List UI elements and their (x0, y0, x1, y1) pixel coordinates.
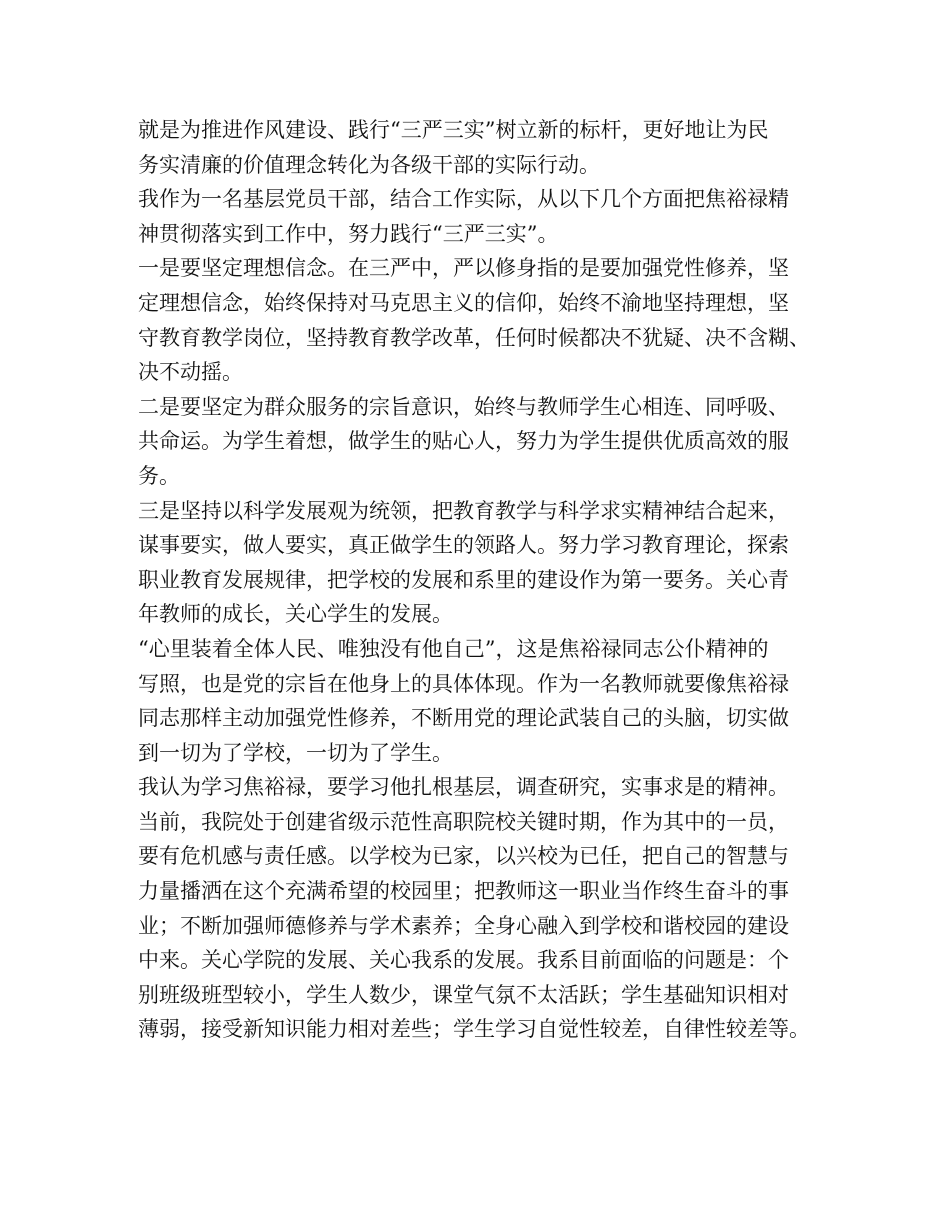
text-line: 定理想信念，始终保持对马克思主义的信仰，始终不渝地坚持理想，坚 (138, 290, 789, 315)
text-line: 神贯彻落实到工作中，努力践行“三严三实”。 (138, 221, 559, 246)
text-line: 要有危机感与责任感。以学校为已家，以兴校为已任，把自己的智慧与 (138, 844, 789, 869)
text-line: 写照，也是党的宗旨在他身上的具体体现。作为一名教师就要像焦裕禄 (138, 671, 789, 696)
text-line: 谋事要实，做人要实，真正做学生的领路人。努力学习教育理论，探索 (138, 533, 789, 558)
text-line: 共命运。为学生着想，做学生的贴心人，努力为学生提供优质高效的服 (138, 429, 789, 454)
text-line: 务。 (138, 463, 180, 488)
text-line: 到一切为了学校，一切为了学生。 (138, 740, 453, 765)
text-line: 我作为一名基层党员干部，结合工作实际，从以下几个方面把焦裕禄精 (138, 187, 789, 212)
body-text (138, 113, 838, 1047)
text-line: 当前，我院处于创建省级示范性高职院校关键时期，作为其中的一员， (138, 809, 789, 834)
text-line: 同志那样主动加强党性修养，不断用党的理论武装自己的头脑，切实做 (138, 706, 789, 731)
text-line: 别班级班型较小，学生人数少，课堂气氛不太活跃；学生基础知识相对 (138, 982, 789, 1007)
text-line: 职业教育发展规律，把学校的发展和系里的建设作为第一要务。关心青 (138, 567, 789, 592)
text-line: 守教育教学岗位，坚持教育教学改革，任何时候都决不犹疑、决不含糊、 (138, 325, 810, 350)
text-line: 年教师的成长，关心学生的发展。 (138, 602, 453, 627)
text-line: 三是坚持以科学发展观为统领，把教育教学与科学求实精神结合起来， (138, 498, 789, 523)
text-line: 业；不断加强师德修养与学术素养；全身心融入到学校和谐校园的建设 (138, 913, 789, 938)
text-line: 我认为学习焦裕禄，要学习他扎根基层，调查研究，实事求是的精神。 (138, 775, 789, 800)
text-line: 就是为推进作风建设、践行“三严三实”树立新的标杆，更好地让为民 (138, 118, 769, 142)
text-line: 力量播洒在这个充满希望的校园里；把教师这一职业当作终生奋斗的事 (138, 879, 789, 904)
text-line: 薄弱，接受新知识能力相对差些；学生学习自觉性较差，自律性较差等。 (138, 1017, 810, 1042)
text-line: “心里装着全体人民、唯独没有他自己”，这是焦裕禄同志公仆精神的 (138, 636, 769, 661)
text-line: 决不动摇。 (138, 360, 243, 385)
text-line: 中来。关心学院的发展、关心我系的发展。我系目前面临的问题是：个 (138, 948, 789, 973)
text-line: 一是要坚定理想信念。在三严中，严以修身指的是要加强党性修养，坚 (138, 256, 789, 281)
text-line: 二是要坚定为群众服务的宗旨意识，始终与教师学生心相连、同呼吸、 (138, 394, 789, 419)
text-line: 务实清廉的价值理念转化为各级干部的实际行动。 (138, 152, 600, 177)
